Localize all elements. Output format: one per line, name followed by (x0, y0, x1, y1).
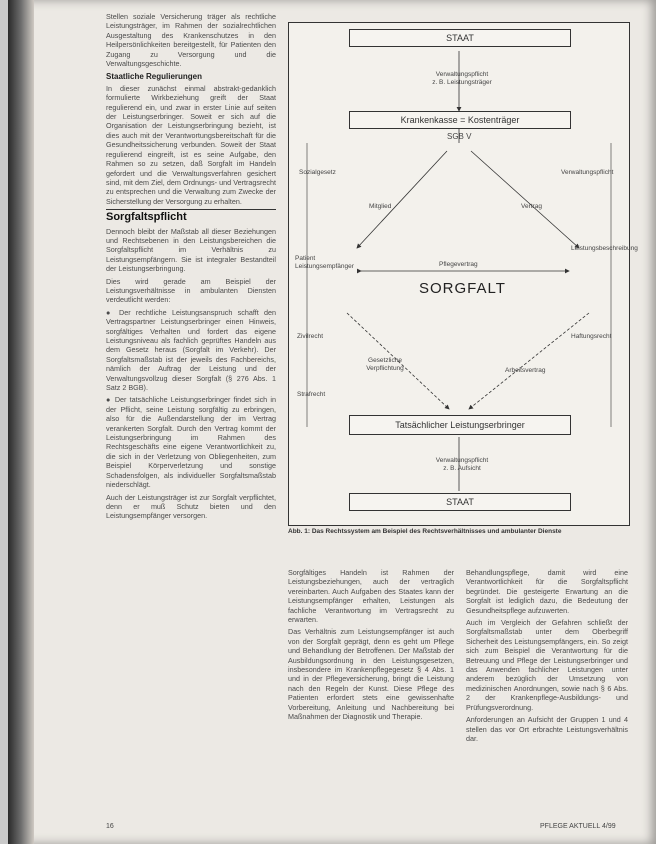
bullet-text-2: Der tatsächliche Leistungserbringer findet sich in der Pflicht, seine Leistung sorgfältig zu erbringen, also für die Außendarstellung der im Vertrag verankerten Sorgfalt. Durch den Vertrag kommt der Leistungserbringung im Rahmen des Rechtsgeschäfts eine eigene Verantwortlichkeit zu, die sich in der Verletzung von Obliegenheiten, zum Beispiel Körperverletzung und sonstige Schadensfolgen, als individueller Sorgfaltsmaßstab niederschlägt. (106, 395, 276, 490)
verwaltungspflicht-bottom-label: Verwaltungspflicht z. B. Aufsicht (435, 457, 489, 472)
haftungsrecht-label: Haftungsrecht (571, 333, 612, 340)
staat-bottom-box: STAAT (349, 493, 571, 511)
heading-sorgfaltspflicht: Sorgfaltspflicht (106, 209, 276, 222)
bullet-dot-icon: ● (106, 307, 119, 317)
krankenkasse-box: Krankenkasse = Kostenträger (349, 111, 571, 129)
intro-paragraph: Stellen soziale Versicherung träger als rechtliche Leistungsträger, im Rahmen der sozialrechtlichen Ausgestaltung des Krankenschutzes in den Heilpersönlichkeiten bereitgestellt, für Patienten den Zugang zu Versorgung und die Verwaltungsgeschichte. (106, 12, 276, 69)
leistungserbringer-box: Tatsächlicher Leistungserbringer (349, 415, 571, 435)
vertrag-label: Vertrag (521, 203, 542, 210)
tail-paragraph: Auch der Leistungsträger ist zur Sorgfalt verpflichtet, denn er muß Schutz bieten und den Leistungsempfänger versorgen. (106, 492, 276, 521)
staat-top-box: STAAT (349, 29, 571, 47)
figure-caption: Abb. 1: Das Rechtssystem am Beispiel des Rechtsverhältnisses und ambulanter Dienste (288, 528, 562, 535)
sgb-label: SGB V (447, 132, 472, 141)
verwaltungspflicht-right-label: Verwaltungspflicht (561, 169, 614, 176)
arrow-sgb-patient (357, 151, 447, 248)
right-paragraph-2: Auch im Vergleich der Gefahren schließt der Sorgfaltsmaßstab unter dem Oberbegriff Sicherheit des Leistungsempfängers, ein. So zeigt sich zum Beispiel die Verantwortung für die Betreuung und Pflege der Leistungserbringer und das Anwenden fachlicher Leistungen unter anderem bezüglich der Umsetzung von medizinischen Anordnungen, sowie nach § 6 Abs. 2 der Krankenpflege-Ausbildungs- und Prüfungsverordnung. (466, 618, 628, 712)
heading-staatliche-regulierungen: Staatliche Regulierungen (106, 72, 203, 82)
bullet-text-1: Der rechtliche Leistungsanspruch schafft den Vertragspartner Leistungserbringer einen Hinweis, sorgfältiges Verhalten und fordert das eigene Leistungsniveau als fachlich geprüftes Handeln aus dem Gesetz heraus (Sorgfalt im Verkehr). Der Sorgfaltsmaßstab ist der jeweils des Fachbereichs, nämlich der Auftrag der Leistung und der Verwaltungsvollzug dieser Sorgfalt (§ 276 Abs. 1 Satz 2 BGB). (106, 307, 277, 393)
legal-system-diagram (288, 22, 638, 526)
verwaltungspflicht-top-label: Verwaltungspflicht z. B. Leistungsträger (432, 71, 492, 86)
arrow-sgb-erbringer (471, 151, 579, 248)
sorgfalt-paragraph-2: Dies wird gerade am Beispiel der Leistungsverhältnisse in ambulanten Diensten verdeutlicht werden: (106, 276, 276, 305)
right-paragraph-3: Anforderungen an Aufsicht der Gruppen 1 und 4 stellen das vor Ort erbrachte Leistungsverhältnis dar. (466, 715, 628, 743)
bullet-item-2 (106, 395, 276, 489)
patient-label: Patient Leistungsempfänger (295, 255, 354, 270)
bullet-dot-icon: ● (106, 395, 115, 405)
mitglied-label: Mitglied (369, 203, 392, 210)
arbeitsvertrag-label: Arbeitsvertrag (505, 367, 546, 374)
page-number: 16 (106, 823, 114, 830)
right-column (466, 568, 628, 746)
diagram-arrows (289, 23, 638, 525)
arrow-arbeitsvertrag (469, 313, 589, 409)
bullet-item-1 (106, 308, 276, 393)
middle-paragraph-2: Das Verhältnis zum Leistungsempfänger ist auch von der Sorgfalt geprägt, denn es geht um Pflege und Behandlung der Betroffenen. Der Maßstab der Ausbildungsordnung in den Leistungsgesetzen, insbesondere im Krankenpflegegesetz § 4 Abs. 1 und in der Pflegeversicherung, bringt die Leistung nach den Regeln der Kunst. Diese Pflege des Patienten erfordert stets eine gewissenhafte Vorbereitung, Anleitung und Nachbereitung bei Maßnahmen der Diagnostik und Therapie. (288, 627, 454, 722)
regulation-paragraph: In dieser zunächst einmal abstrakt-gedanklich formulierte Wirkbeziehung greift der Staat regulierend ein, und zwar in erster Linie auf seiten der Leistungserbringer. Soweit er sich auf die Organisation der Leistungserbringung bezieht, ist dies auch mit der Verantwortungsbereitschaft für die Gesundheitssicherung verbunden. Soweit der Staat regulierend eingreift, ist es seine Aufgabe, den Rahmen so zu setzen, daß Sorgfalt im Handeln gefordert und die Verwaltungsverfahren gesichert sind, mit dem Ziel, dem Ordnungs- und Vertragsrecht zu entsprechen und die Verwaltung zum Zwecke der Sicherstellung der Versorgung zu erhalten. (106, 83, 276, 206)
sorgfalt-paragraph-1: Dennoch bleibt der Maßstab all dieser Beziehungen und Rechtsebenen in den Leistungsbereichen die Sorgfaltspflicht im Verhältnis zu Leistungsempfängern. Sie ist integraler Bestandteil der Leistungserbringung. (106, 226, 276, 274)
journal-footer: PFLEGE AKTUELL 4/99 (540, 823, 616, 830)
leistungsbeschreibung-label: Leistungsbeschreibung (571, 245, 638, 252)
sozialgesetz-label: Sozialgesetz (299, 169, 336, 176)
middle-column (288, 568, 454, 725)
zivilrecht-label: Zivilrecht (297, 333, 324, 340)
strafrecht-label: Strafrecht (297, 391, 326, 398)
pflegevertrag-label: Pflegevertrag (439, 261, 478, 268)
middle-paragraph-1: Sorgfältiges Handeln ist Rahmen der Leistungsbeziehungen, auch der vertraglich vereinbarten. Auch Aufgaben des Staates kann der Leistungsempfänger erhalten, Leistungen als fachliche Verantwortung im Vertragsrecht zu erwarten. (288, 568, 454, 625)
sorgfalt-center-label: SORGFALT (419, 280, 506, 297)
gesetzliche-verpflichtung-label: Gesetzliche Verpflichtung (366, 357, 404, 372)
left-column (106, 12, 276, 524)
book-gutter (8, 0, 34, 844)
right-paragraph-1: Behandlungspflege, damit wird eine Verantwortlichkeit für die Sorgfaltspflicht begründet. Die gesteigerte Erwartung an die Sorgfalt ist lediglich dazu, die Bedeutung der Gesundheitspflege aufzuwerten. (466, 568, 628, 615)
